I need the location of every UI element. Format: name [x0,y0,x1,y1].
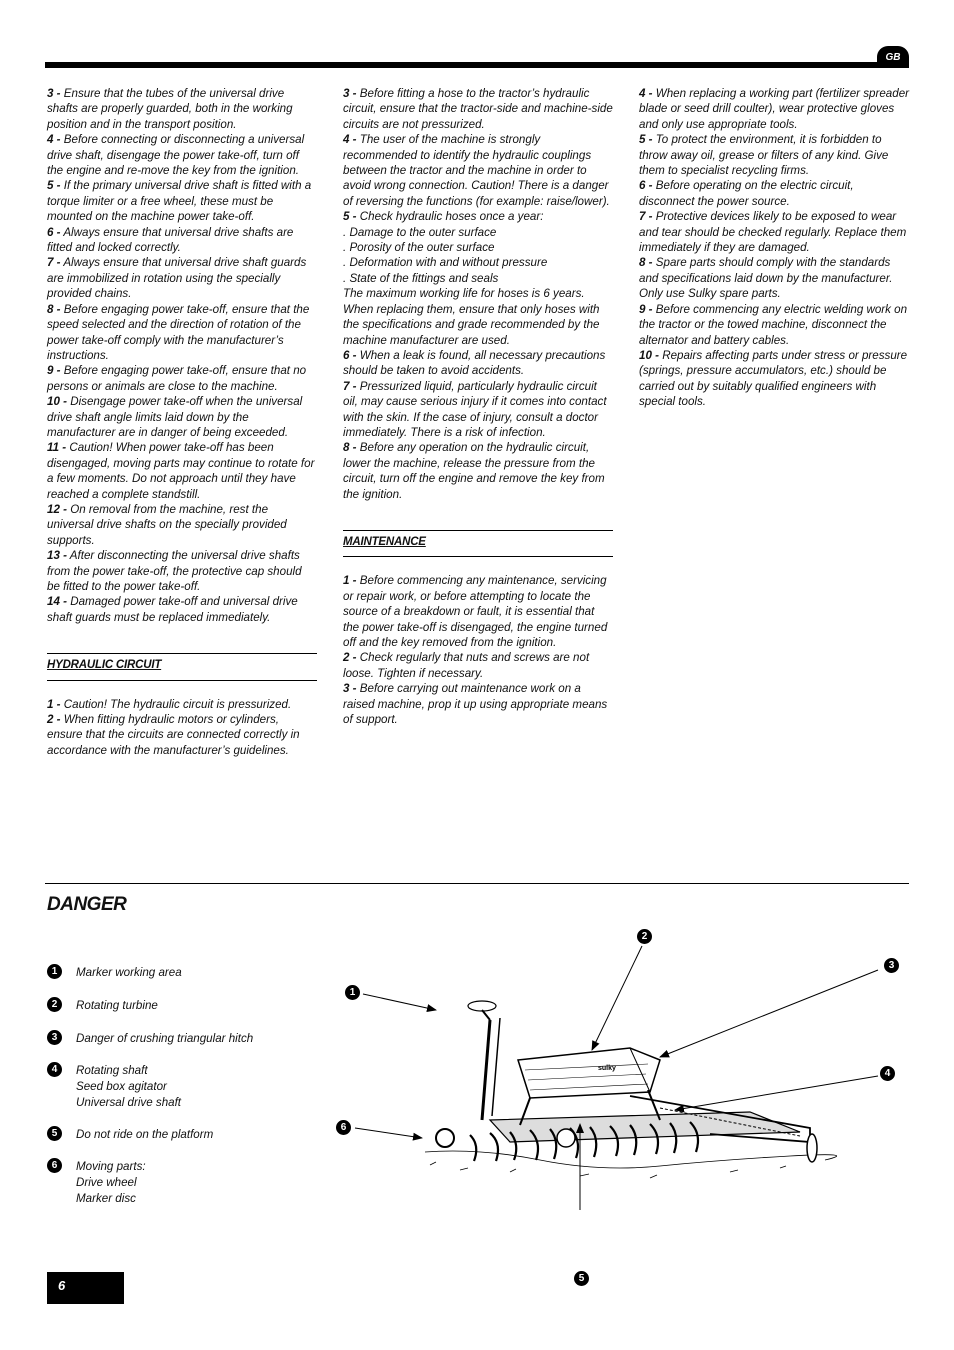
item-text: Before any operation on the hydraulic circuit, lower the machine, release the pressure from the circuit, turn off the engine and remove the key from the ignition. [343,441,605,501]
numbered-item [47,697,317,712]
legend-number-badge: 5 [47,1126,62,1141]
numbered-item [343,440,613,502]
item-number: 8 - [343,441,357,455]
callout-2: 2 [637,929,652,944]
item-text: Pressurized liquid, particularly hydraulic circuit oil, may cause serious injury if it comes into contact with the skin. If the case of injury, consult a doctor immediately. There is a risk of infection. [343,379,607,439]
item-text: After disconnecting the universal drive shafts from the power take-off, the protective cap should be fitted to the power take-off. [47,549,302,593]
numbered-item [639,348,911,410]
numbered-item [639,302,911,348]
numbered-item [47,548,317,594]
numbered-item [47,363,317,394]
numbered-item [639,178,911,209]
numbered-item [343,132,613,209]
legend-text: Moving parts: [76,1160,146,1173]
item-number: 11 - [47,441,67,455]
numbered-item [639,86,911,132]
legend-number-badge: 2 [47,997,62,1012]
legend-text: Rotating turbine [76,999,158,1012]
seed-box [518,1048,660,1098]
column-2 [343,86,613,727]
legend-number-badge: 4 [47,1062,62,1077]
header-rule [45,62,909,68]
danger-rule [45,883,909,884]
numbered-item [47,440,317,502]
legend-text: Marker disc [76,1192,136,1205]
numbered-item [639,255,911,301]
item-number: 5 - [639,133,653,147]
item-number: 3 - [47,87,61,100]
item-text: Caution! When power take-off has been disengaged, moving parts may continue to rotate for a few moments. Do not approach until they have reached a complete standstill. [47,441,315,501]
item-number: 10 - [639,348,659,362]
hydraulic-circuit-heading: HYDRAULIC CIRCUIT [47,653,317,680]
numbered-item [343,681,613,727]
column-3 [639,86,911,410]
item-number: 5 - [343,210,357,224]
item-number: 8 - [47,302,61,316]
maintenance-heading: MAINTENANCE [343,530,613,557]
danger-title: DANGER [47,894,127,915]
item-number: 8 - [639,256,653,270]
item-text: Damaged power take-off and universal drive shaft guards must be replaced immediately. [47,595,298,624]
item-number: 7 - [47,256,61,270]
hose-life-note: The maximum working life for hoses is 6 years. When replacing them, ensure that only hoses with the specifications and grade recommended by the machine manufacturer are used. [343,287,600,347]
numbered-item [343,379,613,441]
item-text: Protective devices likely to be exposed to wear and tear should be checked regularly. Replace them immediately if they are damaged. [639,210,907,255]
numbered-item [343,348,613,379]
page-number: 6 [47,1272,124,1304]
numbered-item [47,394,317,440]
numbered-item [47,255,317,301]
item-number: 2 - [47,713,61,727]
legend-text: Drive wheel [76,1176,137,1189]
legend-text: Seed box agitator [76,1080,167,1093]
item-text: If the primary universal drive shaft is fitted with a torque limiter or a free wheel, these must be mounted on the machine power take-off. [47,179,312,224]
item-text: Before engaging power take-off, ensure that no persons or animals are close to the machine. [47,364,307,393]
numbered-item [47,302,317,364]
drive-wheel [436,1129,454,1147]
item-text: Check regularly that nuts and screws are not loose. Tighten if necessary. [343,651,590,680]
item-number: 4 - [639,87,653,100]
numbered-item [47,225,317,256]
item-number: 1 - [343,574,357,588]
item-number: 6 - [639,179,653,193]
item-number: 6 - [343,348,357,362]
item-text: Before commencing any electric welding work on the tractor or the towed machine, disconnect the alternator and battery cables. [639,302,908,347]
numbered-item [47,594,317,625]
item-number: 9 - [47,364,61,378]
item-number: 4 - [343,133,357,147]
numbered-item [343,573,613,650]
item-number: 9 - [639,302,653,316]
language-tab: GB [877,46,909,68]
legend-text: Universal drive shaft [76,1096,182,1109]
numbered-item [47,502,317,548]
item-number: 10 - [47,395,67,409]
item-number: 6 - [47,225,61,239]
callout-1: 1 [345,985,360,1000]
callout-6: 6 [336,1120,351,1135]
item-text: Always ensure that universal drive shaft guards are immobilized in rotation using the specially provided chains. [47,256,307,301]
item-number: 12 - [47,502,67,516]
item-number: 7 - [639,210,653,224]
item-text: When replacing a working part (fertilizer spreader blade or seed drill coulter), wear protective gloves and only use appropriate tools. [639,87,910,131]
seed-drill-illustration [330,920,900,1210]
item-number: 5 - [47,179,61,193]
item-text: Check hydraulic hoses once a year: [359,210,544,224]
item-text: Before connecting or disconnecting a universal drive shaft, disengage the power take-off, turn off the engine and re-move the key from the ignition. [47,133,305,178]
item-text: Before engaging power take-off, ensure that the speed selected and the direction of rotation of the power take-off comply with the manufacturer’s instructions. [47,302,310,362]
legend-text: Danger of crushing triangular hitch [76,1032,254,1045]
numbered-item [639,132,911,178]
item-text: Ensure that the tubes of the universal drive shafts are properly guarded, both in the working position and in the transport position. [47,87,293,131]
numbered-item [639,209,911,255]
numbered-item [47,712,317,758]
ground-clods [430,1162,786,1178]
hose-check-item: . Porosity of the outer surface [343,241,495,255]
legend-number-badge: 1 [47,964,62,979]
callout-5: 5 [574,1271,589,1286]
numbered-item [47,178,317,224]
brand-label: sulky [598,1065,616,1072]
item-text: Before carrying out maintenance work on a raised machine, prop it up using appropriate means of support. [343,682,608,727]
hose-check-item: . Damage to the outer surface [343,225,497,239]
rear-marker-disc [807,1134,817,1162]
item-number: 1 - [47,697,61,711]
item-text: Repairs affecting parts under stress or pressure (springs, pressure accumulators, etc.) should be carried out by suitably qualified engineers with special tools. [639,348,908,409]
numbered-item [343,209,613,224]
hose-check-item: . State of the fittings and seals [343,271,499,285]
item-text: Disengage power take-off when the universal drive shaft angle limits laid down by the manufacturer are in danger of being exceeded. [47,395,303,439]
item-text: On removal from the machine, rest the universal drive shafts on the specially provided supports. [47,502,287,547]
item-number: 13 - [47,549,67,563]
item-number: 3 - [343,87,357,100]
item-number: 14 - [47,595,67,609]
column-1 [47,86,317,758]
item-text: Always ensure that universal drive shafts are fitted and locked correctly. [47,225,294,255]
item-text: Caution! The hydraulic circuit is pressurized. [63,697,292,711]
item-number: 3 - [343,682,357,696]
legend-number-badge: 3 [47,1030,62,1045]
legend-text: Marker working area [76,966,182,979]
item-text: When a leak is found, all necessary precautions should be taken to avoid accidents. [343,348,606,378]
item-number: 7 - [343,379,357,393]
legend-text: Do not ride on the platform [76,1128,214,1141]
numbered-item [47,132,317,178]
item-text: To protect the environment, it is forbidden to throw away oil, grease or filters of any kind. Give them to specialist recycling firms. [639,133,889,178]
callout-3: 3 [884,958,899,973]
ground-line [425,1151,837,1168]
legend-number-badge: 6 [47,1158,62,1173]
hose-check-item: . Deformation with and without pressure [343,256,548,270]
numbered-item [47,86,317,132]
item-number: 2 - [343,651,357,665]
item-text: Before commencing any maintenance, servicing or repair work, or before attempting to locate the source of a breakdown or fault, it is essential that the power take-off is disengaged, the engine turned off and the key removed from the ignition. [343,574,608,649]
numbered-item [343,650,613,681]
item-text: The user of the machine is strongly recommended to identify the hydraulic couplings between the tractor and the machine in order to avoid wrong connection. Caution! There is a danger of reversing the functions (for example: raise/lower). [343,133,610,208]
item-text: Spare parts should comply with the standards and specifications laid down by the manufacturer. Only use Sulky spare parts. [639,256,893,301]
marker-arm [482,1020,490,1120]
item-text: Before fitting a hose to the tractor’s hydraulic circuit, ensure that the tractor-side and machine-side circuits are not pressurized. [343,87,613,131]
legend-text: Rotating shaft [76,1064,148,1077]
item-text: When fitting hydraulic motors or cylinders, ensure that the circuits are connected correctly in accordance with the manufacturer’s guidelines. [47,713,300,757]
marker-disc-top [468,1001,496,1011]
numbered-item [343,86,613,132]
callout-4: 4 [880,1066,895,1081]
item-number: 4 - [47,133,61,147]
item-text: Before operating on the electric circuit, disconnect the power source. [639,179,854,208]
